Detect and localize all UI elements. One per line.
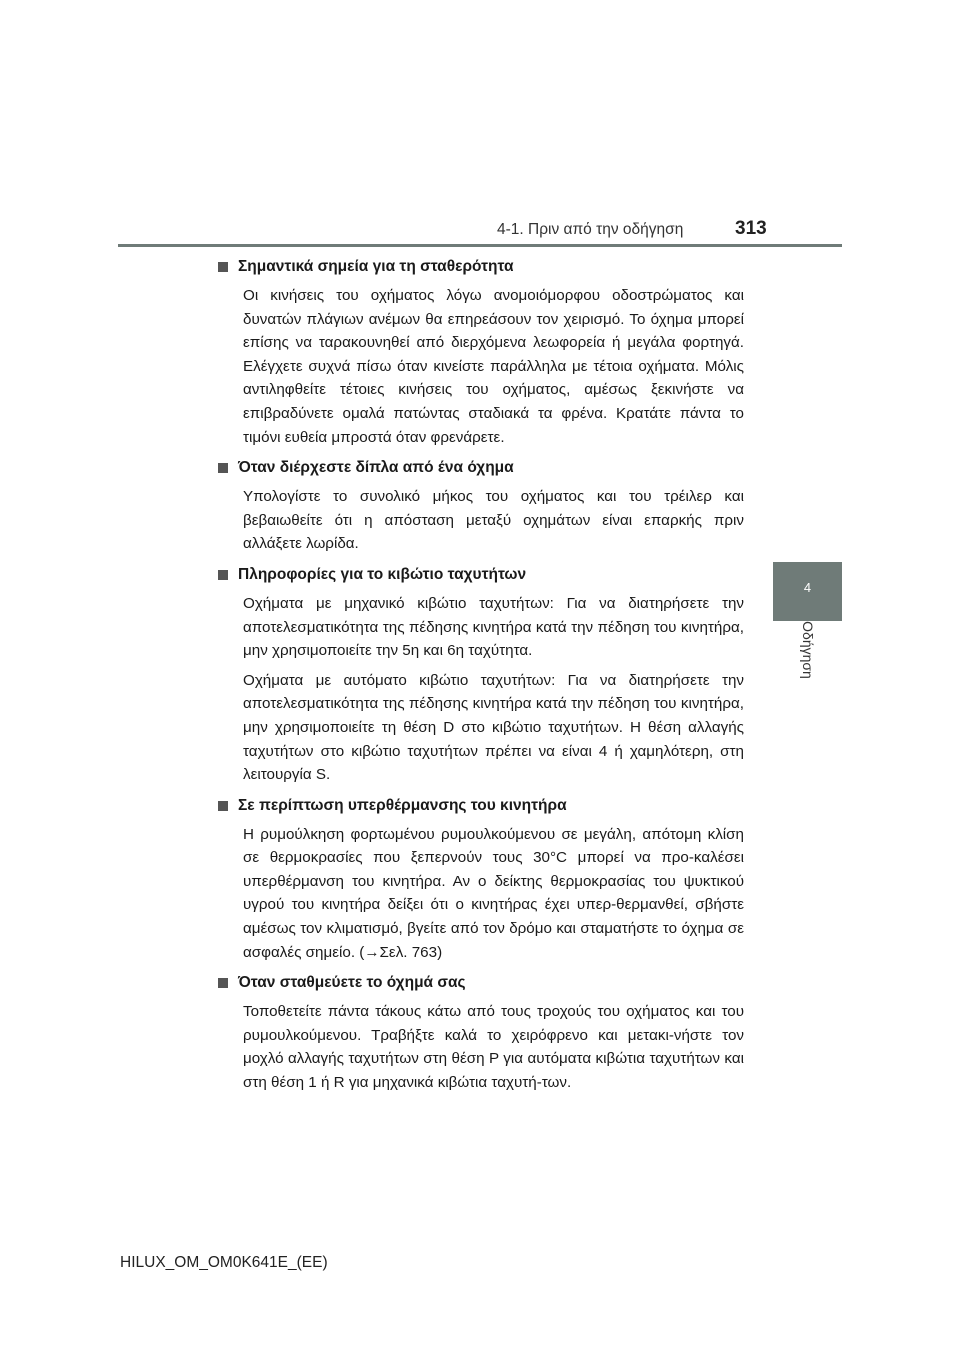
chapter-label: Οδήγηση	[800, 621, 816, 679]
square-bullet-icon	[218, 570, 228, 580]
section-heading-text: Πληροφορίες για το κιβώτιο ταχυτήτων	[238, 565, 527, 583]
section-heading	[218, 254, 744, 280]
section-parking	[218, 970, 744, 1094]
page-number: 313	[735, 218, 767, 239]
square-bullet-icon	[218, 801, 228, 811]
chapter-tab	[773, 562, 842, 621]
header-section-title: 4-1. Πριν από την οδήγηση	[497, 221, 684, 238]
section-heading	[218, 455, 744, 481]
body-paragraph: Η ρυμούλκηση φορτωμένου ρυμουλκούμενου σε μεγάλη, απότομη κλίση σε θερμοκρασίες που ξεπερνούν τους 30°C μπορεί να προ-καλέσει υπερθέρμανση του κινητήρα. Αν ο δείκτης θερμοκρασίας του ψυκτικού υγρού του κινητήρα δείξει ότι ο κινητήρας έχει υπερ-θερμανθεί, σβήστε αμέσως τον κλιματισμό, βγείτε από τον δρόμο και σταματήστε το όχημα σε ασφαλές σημείο. (→Σελ. 763)	[243, 825, 744, 961]
body-paragraph: Τοποθετείτε πάντα τάκους κάτω από τους τροχούς του οχήματος και του ρυμουλκούμενου. Τραβήξτε καλά το χειρόφρενο και μετακι-νήστε τον μοχλό αλλαγής ταχυτήτων στη θέση P για αυτόματα κιβώτια ταχυτήτων και στη θέση 1 ή R για μηχανικά κιβώτια ταχυτή-των.	[243, 1003, 744, 1092]
section-transmission	[218, 562, 744, 787]
section-overheating	[218, 793, 744, 965]
main-content	[218, 254, 744, 1101]
square-bullet-icon	[218, 978, 228, 988]
body-paragraph: Οχήματα με μηχανικό κιβώτιο ταχυτήτων: Για να διατηρήσετε την αποτελεσματικότητα της πέδησης κινητήρα κατά την πέδηση του κινητήρα, μην χρησιμοποιείτε την 5η και 6η ταχύτητα.	[243, 594, 744, 660]
body-paragraph: Υπολογίστε το συνολικό μήκος του οχήματος και του τρέιλερ και βεβαιωθείτε ότι η απόσταση μεταξύ οχημάτων είναι επαρκής πριν αλλάξετε λωρίδα.	[243, 488, 744, 553]
body-paragraph: Οι κινήσεις του οχήματος λόγω ανομοιόμορφου οδοστρώματος και δυνατών πλάγιων ανέμων θα επηρεάσουν τον χειρισμό. Το όχημα μπορεί επίσης να ταρακουνηθεί από διερχόμενα λεωφορεία ή μεγάλα φορτηγά. Ελέγχετε συχνά πίσω όταν κινείστε παράλληλα με τέτοια οχήματα. Μόλις αντιληφθείτε τέτοιες κινήσεις του οχήματος, αμέσως ξεκινήστε να επιβραδύνετε ομαλά πατώντας σταδιακά τα φρένα. Κρατάτε πάντα το τιμόνι ευθεία μπροστά όταν φρενάρετε.	[243, 287, 744, 446]
section-heading-text: Όταν σταθμεύετε το όχημά σας	[238, 974, 466, 992]
section-heading-text: Σημαντικά σημεία για τη σταθερότητα	[238, 258, 514, 275]
square-bullet-icon	[218, 463, 228, 473]
document-code: HILUX_OM_OM0K641E_(EE)	[120, 1254, 328, 1271]
section-heading-text: Όταν διέρχεστε δίπλα από ένα όχημα	[238, 459, 514, 477]
body-paragraph: Οχήματα με αυτόματο κιβώτιο ταχυτήτων: Για να διατηρήσετε την αποτελεσματικότητα της πέδησης κινητήρα κατά την πέδηση του κινητήρα, μην χρησιμοποιείτε τη θέση D στο κιβώτιο ταχυτήτων. Η θέση αλλαγής ταχυτήτων στο κιβώτιο ταχυτήτων πρέπει να είναι 4 ή χαμηλότερη, στη λειτουργία S.	[243, 671, 744, 784]
header-divider	[118, 244, 842, 247]
section-heading-text: Σε περίπτωση υπερθέρμανσης του κινητήρα	[238, 796, 567, 814]
section-heading	[218, 562, 744, 588]
chapter-number: 4	[803, 580, 812, 595]
section-stability	[218, 254, 744, 449]
section-passing-vehicle	[218, 455, 744, 556]
section-heading	[218, 793, 744, 819]
section-heading	[218, 970, 744, 996]
square-bullet-icon	[218, 262, 228, 272]
